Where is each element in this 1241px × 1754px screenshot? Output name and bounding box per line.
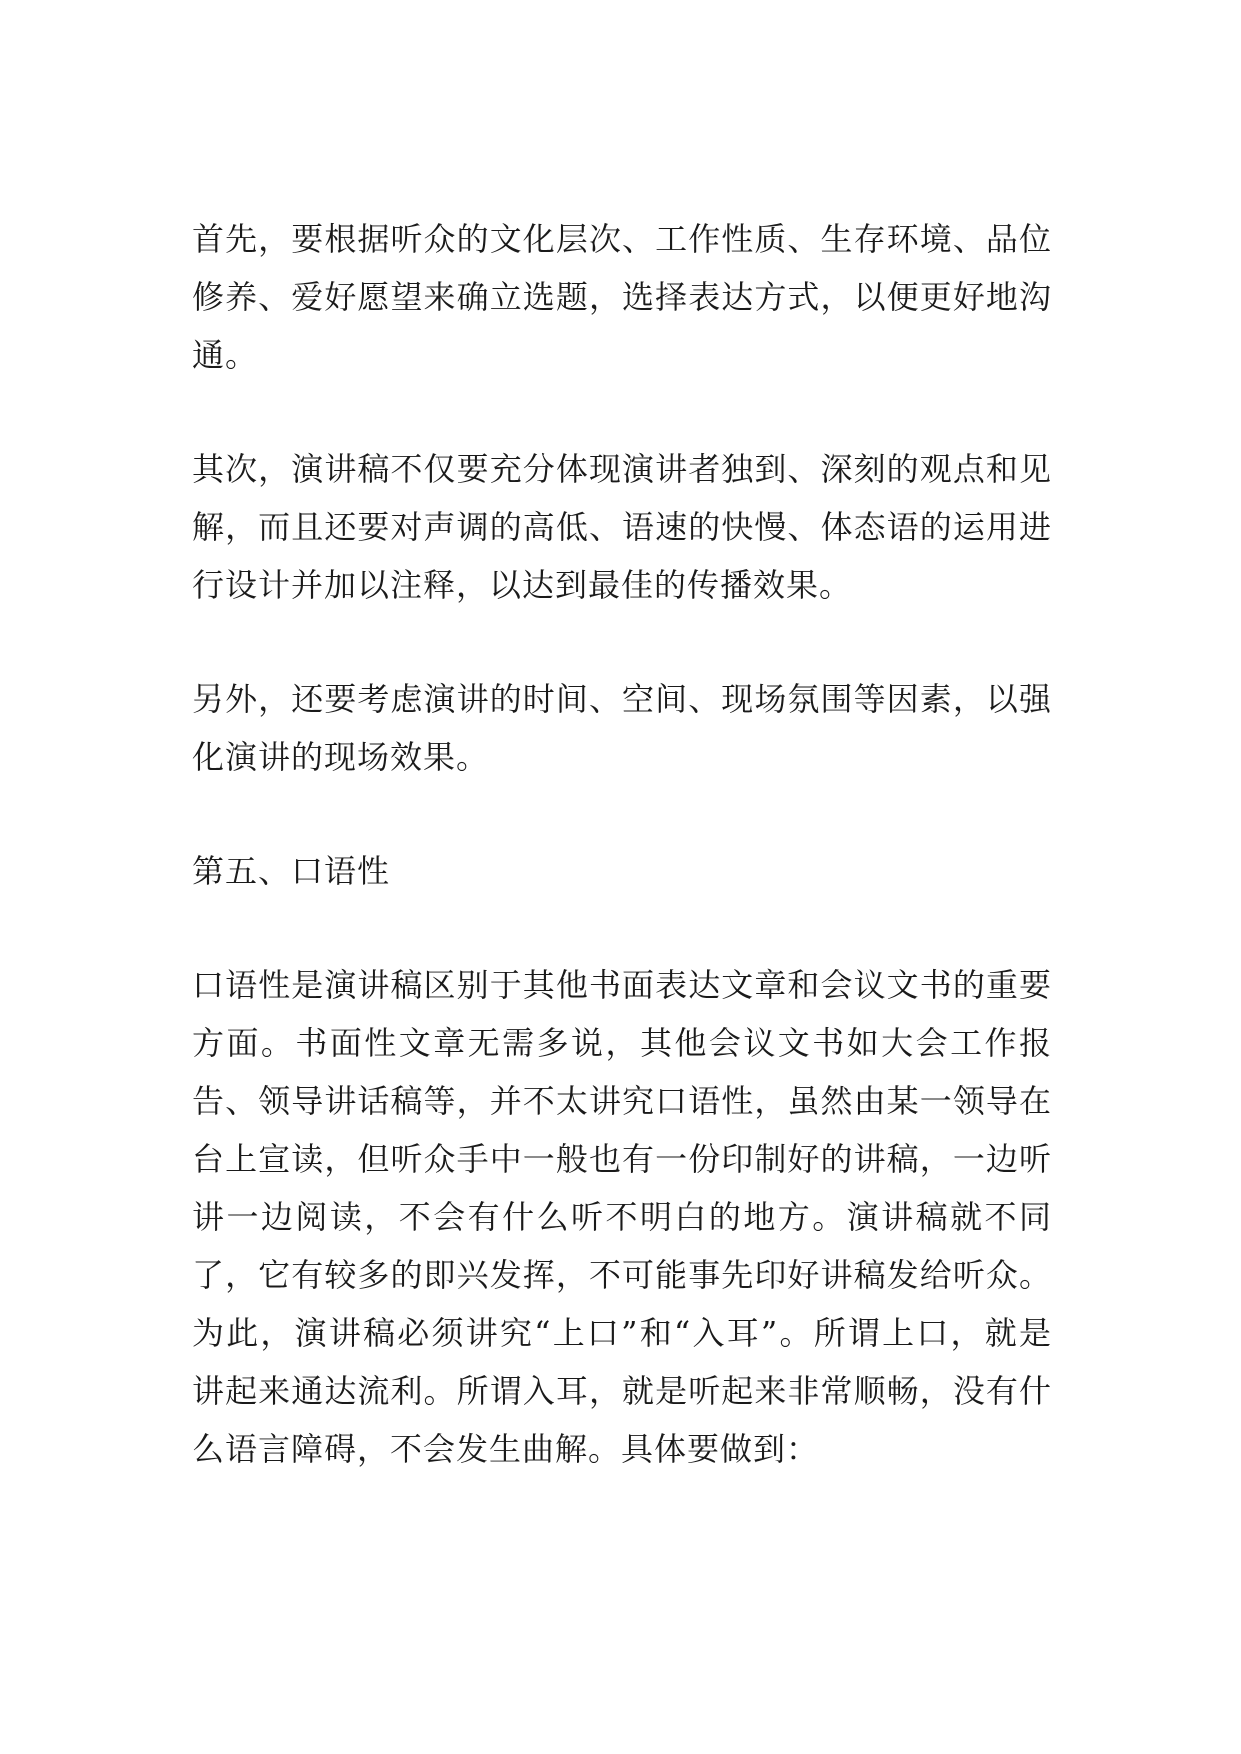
paragraph-context-factors: 另外，还要考虑演讲的时间、空间、现场氛围等因素，以强化演讲的现场效果。	[192, 680, 1052, 776]
paragraph-oral-quality: 口语性是演讲稿区别于其他书面表达文章和会议文书的重要方面。书面性文章无需多说，其他会议文书如大会工作报告、领导讲话稿等，并不太讲究口语性，虽然由某一领导在台上宣读，但听众手中一般也有一份印制好的讲稿，一边听讲一边阅读，不会有什么听不明白的地方。演讲稿就不同了，它有较多的即兴发挥，不可能事先印好讲稿发给听众。为此，演讲稿必须讲究“上口”和“入耳”。所谓上口，就是讲起来通达流利。所谓入耳，就是听起来非常顺畅，没有什么语言障碍，不会发生曲解。具体要做到：	[192, 966, 1052, 1468]
section-heading-oral: 第五、口语性	[192, 852, 391, 890]
document-body	[192, 210, 1052, 1534]
paragraph-audience: 首先，要根据听众的文化层次、工作性质、生存环境、品位修养、爱好愿望来确立选题，选择表达方式，以便更好地沟通。	[192, 220, 1052, 374]
paragraph-content-design: 其次，演讲稿不仅要充分体现演讲者独到、深刻的观点和见解，而且还要对声调的高低、语速的快慢、体态语的运用进行设计并加以注释，以达到最佳的传播效果。	[192, 450, 1052, 604]
